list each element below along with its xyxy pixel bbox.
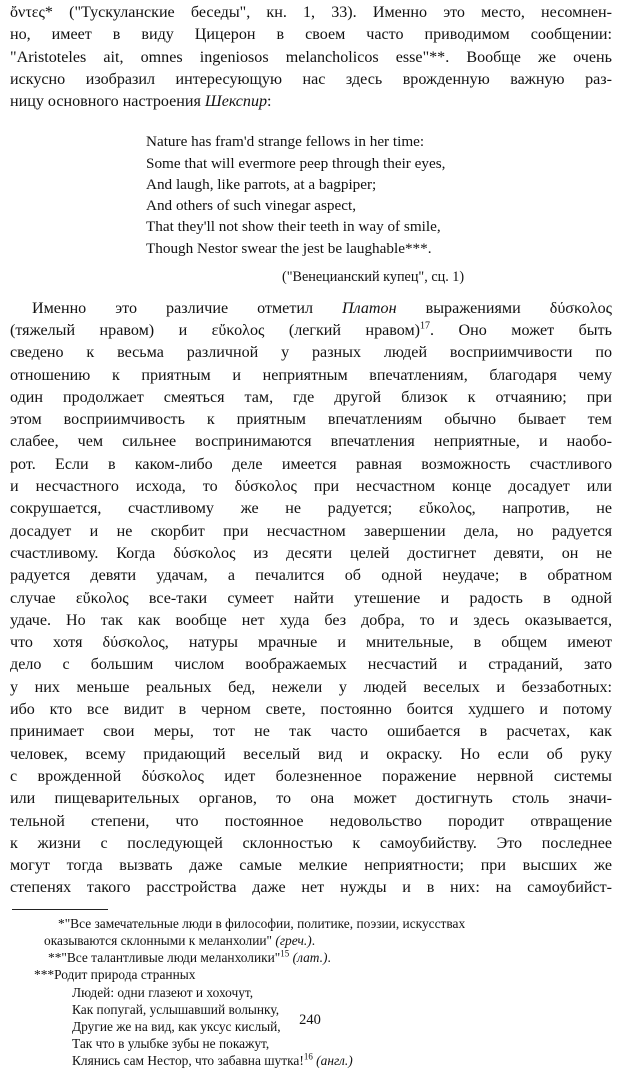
text-line: ницу основного настроения Шекспир: [10, 93, 272, 111]
text-line: но, имеет в виду Цицерон в своем часто приводимом сообщении: [10, 26, 612, 44]
text-line: к жизни с последующей склонностью к самоубийству. Это последнее [10, 834, 612, 852]
text-line: "Aristoteles ait, omnes ingeniosos melancholicos esse"**. Вообще же очень [10, 48, 612, 66]
verse-line: Клянись сам Нестор, что забавна шутка!$^{16}$ (англ.) [72, 1051, 353, 1069]
footnote-1: *"Все замечательные люди в философии, политике, поэзии, искусствах [58, 915, 466, 931]
text-line: случае εὔκολος все-таки сумеет найти утешение и радость в одной [10, 589, 612, 607]
text-line: один продолжает смеяться там, где другой близок к отчаянию; при [10, 388, 612, 406]
verse-line: Как попугай, услышавший волынку, [72, 1001, 280, 1017]
text-line: у них меньше реальных бед, нежели у людей веселых и беззаботных: [10, 678, 612, 696]
language-note: (лат.) [292, 950, 328, 966]
verse-line: Другие же на вид, как уксус кислый, [72, 1018, 281, 1034]
verse-line: Людей: одни глазеют и хохочут, [72, 984, 254, 1000]
text-line: сокрушается, счастливому же не радуется; εὔκολος, напротив, не [10, 500, 612, 518]
text-line: могут тогда вызвать даже самые мелкие неприятности; при высших же [10, 857, 612, 875]
shakespeare-quote [146, 131, 612, 258]
text-line: Именно это различие отметил Платон выражениями δύσκολος [32, 299, 612, 317]
text-line: дело с большим числом воображаемых несчастий и страданий, зато [10, 656, 612, 674]
text-line: ибо кто все видит в черном свете, постоянно боится худшего и потому [10, 701, 612, 719]
footnote-3: ***Родит природа странных [34, 967, 196, 983]
page-number: 240 [299, 1012, 321, 1028]
text-line: досадует и не скорбит при несчастном завершении дела, но радуется [10, 522, 612, 540]
paragraph-main [10, 298, 612, 900]
language-note: (греч.) [275, 932, 312, 948]
text-line: удаче. Но так как вообще нет худа без добра, то и здесь оказывается, [10, 611, 612, 629]
text-line: искусно изобразил интересующую нас здесь врожденную важную раз- [10, 70, 612, 88]
footnote-1-cont: оказываются склонными к меланхолии" (греч.). [44, 932, 316, 948]
poem-line: Some that will evermore peep through their eyes, [146, 154, 446, 172]
footnote-divider [12, 909, 108, 910]
text-line: отношению к приятным и неприятным впечатлениям, благодаря чему [10, 366, 612, 384]
footnotes [10, 915, 612, 1070]
text-line: с врожденной δύσκολος идет болезненное поражение нервной системы [10, 767, 612, 785]
verse-line: Так что в улыбке зубы не покажут, [72, 1036, 270, 1052]
text-line: степенях такого расстройства даже нет нужды и в них: на самоубийст- [10, 879, 612, 897]
text-line: что хотя δύσκολος, натуры мрачные и мнительные, в общем имеют [10, 634, 612, 652]
poem-line: That they'll not show their teeth in way of smile, [146, 218, 441, 236]
poem-line: And laugh, like parrots, at a bagpiper; [146, 175, 377, 193]
text-line: человек, всему придающий веселый вид и окраску. Но если об руку [10, 745, 612, 763]
text-line: радуется девяти удачам, а печалится об одной неудаче; в обратном [10, 567, 612, 585]
footnote-ref: 17 [420, 320, 431, 332]
author-name: Шекспир [204, 93, 268, 111]
text-line: сведено к весьма различной у разных людей восприимчивости по [10, 344, 612, 362]
author-name: Платон [342, 299, 397, 317]
text-line: (тяжелый нравом) и εὔκολος (легкий нравом)$^{17}$. Оно может быть [10, 320, 612, 339]
language-note: (англ.) [316, 1053, 353, 1069]
poem-line: And others of such vinegar aspect, [146, 197, 357, 215]
paragraph-top [10, 2, 612, 113]
footnote-ref: 16 [303, 1051, 313, 1062]
text-line: счастливому. Когда δύσκολος из десяти целей достигнет девяти, он не [10, 544, 612, 562]
text-line: рот. Если в каком-либо деле имеется равная возможность счастливого [10, 455, 612, 473]
text-line: тельной степени, что постоянное недовольство породит отвращение [10, 812, 612, 830]
text-line: принимает свои меры, тот не так часто ошибается в расчетах, как [10, 723, 612, 741]
text-line: слабее, чем сильнее воспринимаются впечатления неприятные, и наобо- [10, 433, 612, 451]
text-line: или пищеварительных органов, то она может достигнуть столь значи- [10, 790, 612, 808]
footnote-ref: 15 [280, 948, 290, 959]
poem-line: Nature has fram'd strange fellows in her time: [146, 133, 425, 151]
poem-source: ("Венецианский купец", сц. 1) [282, 268, 465, 285]
text-line: этом восприимчивость к приятным впечатлениям обычно бывает тем [10, 411, 612, 429]
text-line: и несчастного исхода, то δύσκολος при несчастном конце досадует или [10, 478, 612, 496]
footnote-2: **"Все талантливые люди меланхолики"$^{15}$ (лат.). [48, 948, 331, 966]
poem-line: Though Nestor swear the jest be laughable***. [146, 239, 432, 257]
text-line: ὄντες* ("Тускуланские беседы", кн. 1, 33). Именно это место, несомнен- [10, 4, 612, 21]
